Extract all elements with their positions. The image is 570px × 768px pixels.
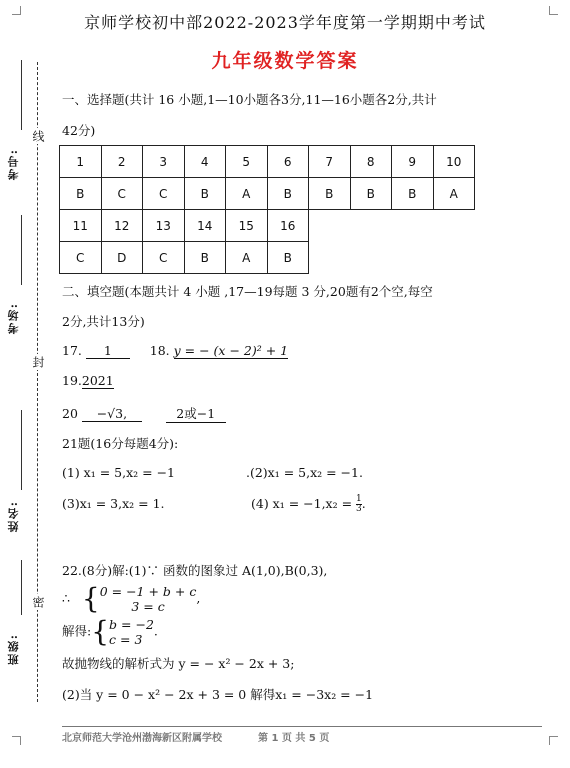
exam-title: 京师学校初中部2022-2023学年度第一学期期中考试	[84, 13, 486, 32]
answer-cell: B	[184, 178, 226, 210]
q22-system2	[62, 617, 158, 647]
margin-label-class: 班级:	[7, 633, 20, 666]
footer-page-number: 第 1 页 共 5 页	[258, 733, 330, 744]
q19-answer: 2021	[81, 373, 114, 388]
therefore-symbol: ∴	[62, 590, 70, 606]
table-row	[60, 210, 309, 242]
question-number-cell: 3	[143, 146, 185, 178]
margin-label-exam-room: 考场:	[7, 302, 20, 335]
answer-cell: B	[267, 178, 309, 210]
seal-char-line: 线	[31, 130, 45, 142]
answer-cell: C	[143, 242, 185, 274]
footer-school: 北京师范大学沧州渤海新区附属学校	[62, 733, 222, 744]
seal-char-seal: 封	[31, 356, 45, 368]
question-number-cell: 8	[350, 146, 392, 178]
left-brace: {	[81, 582, 100, 615]
fraction-numerator: 1	[356, 494, 362, 504]
answer-cell: B	[184, 242, 226, 274]
q19-line	[62, 373, 114, 389]
margin-rule	[21, 410, 22, 490]
choice-answer-table-2	[59, 209, 309, 274]
q17-label: 17.	[62, 343, 82, 358]
system-end: .	[153, 623, 158, 639]
q18-answer: y = − (x − 2)² + 1	[173, 343, 289, 358]
margin-label-name: 姓名:	[7, 500, 20, 533]
q21-answer-3: (3)x₁ = 3,x₂ = 1.	[62, 496, 165, 511]
question-number-cell: 7	[309, 146, 351, 178]
q21-answer-4-end: .	[361, 496, 366, 511]
q17-answer: 1	[86, 343, 130, 359]
question-number-cell: 16	[267, 210, 309, 242]
answer-cell: D	[101, 242, 143, 274]
section2-heading-cont: 2分,共计13分)	[62, 314, 145, 329]
table-row	[60, 146, 475, 178]
fraction-denominator: 3	[356, 504, 362, 514]
answer-cell: B	[267, 242, 309, 274]
q19-label: 19.	[62, 373, 82, 388]
solve-label: 解得:	[62, 623, 92, 639]
equation-row: b = −2	[109, 617, 154, 632]
answer-cell: A	[433, 178, 475, 210]
q22-parabola-expression: 故抛物线的解析式为 y = − x² − 2x + 3;	[62, 656, 295, 671]
answer-cell: A	[226, 178, 268, 210]
q21-row1	[62, 465, 363, 480]
question-number-cell: 4	[184, 146, 226, 178]
answer-cell: A	[226, 242, 268, 274]
question-number-cell: 13	[143, 210, 185, 242]
q21-answer-1: (1) x₁ = 5,x₂ = −1	[62, 465, 175, 480]
section1-heading-cont: 42分)	[62, 123, 96, 138]
q20-answer-b: 2或−1	[166, 404, 226, 423]
question-number-cell: 6	[267, 146, 309, 178]
seal-char-secret: 密	[31, 596, 45, 608]
answer-cell: C	[60, 242, 102, 274]
q18-label: 18.	[149, 343, 170, 358]
q21-heading: 21题(16分每题4分):	[62, 436, 179, 451]
left-brace: {	[91, 615, 110, 648]
table-row	[60, 242, 309, 274]
question-number-cell: 12	[101, 210, 143, 242]
section1-heading: 一、选择题(共计 16 小题,1—10小题各3分,11—16小题各2分,共计	[62, 92, 437, 107]
question-number-cell: 5	[226, 146, 268, 178]
answer-cell: B	[392, 178, 434, 210]
question-number-cell: 9	[392, 146, 434, 178]
equation-row: 3 = c	[131, 599, 165, 614]
question-number-cell: 14	[184, 210, 226, 242]
q22-part2: (2)当 y = 0 − x² − 2x + 3 = 0 解得x₁ = −3x₂ = −1	[62, 687, 374, 702]
table-row	[60, 178, 475, 210]
answer-key-title: 九年级数学答案	[211, 50, 359, 72]
answer-cell: B	[309, 178, 351, 210]
q22-system1	[62, 584, 200, 614]
q20-label: 20	[62, 406, 78, 421]
section2-heading: 二、填空题(本题共计 4 小题 ,17—19每题 3 分,20题有2个空,每空	[62, 284, 433, 299]
choice-answer-table-1	[59, 145, 475, 210]
margin-label-exam-number: 考号:	[7, 148, 20, 181]
answer-cell: C	[101, 178, 143, 210]
q21-answer-4: (4) x₁ = −1,x₂ =	[250, 496, 357, 511]
q20-line	[62, 404, 226, 423]
question-number-cell: 11	[60, 210, 102, 242]
question-number-cell: 1	[60, 146, 102, 178]
footer-rule	[62, 726, 542, 727]
corner-mark-bottom-left	[12, 736, 21, 745]
equation-row: 0 = −1 + b + c	[99, 584, 197, 599]
q17-q18-line	[62, 343, 288, 359]
margin-rule	[21, 560, 22, 615]
equation-system	[109, 617, 154, 647]
answer-cell: B	[60, 178, 102, 210]
q20-answer-a: −√3,	[82, 406, 142, 422]
answer-cell: B	[350, 178, 392, 210]
q22-line1: 22.(8分)解:(1)∵ 函数的图象过 A(1,0),B(0,3),	[62, 563, 328, 578]
question-number-cell: 2	[101, 146, 143, 178]
q21-answer-2: .(2)x₁ = 5,x₂ = −1.	[245, 465, 363, 480]
corner-mark-bottom-right	[549, 736, 558, 745]
equation-system	[100, 584, 197, 614]
question-number-cell: 15	[226, 210, 268, 242]
system-end: ,	[196, 590, 201, 606]
question-number-cell: 10	[433, 146, 475, 178]
answer-cell: C	[143, 178, 185, 210]
margin-rule	[21, 215, 22, 285]
equation-row: c = 3	[109, 632, 143, 647]
q21-row2	[62, 495, 366, 514]
